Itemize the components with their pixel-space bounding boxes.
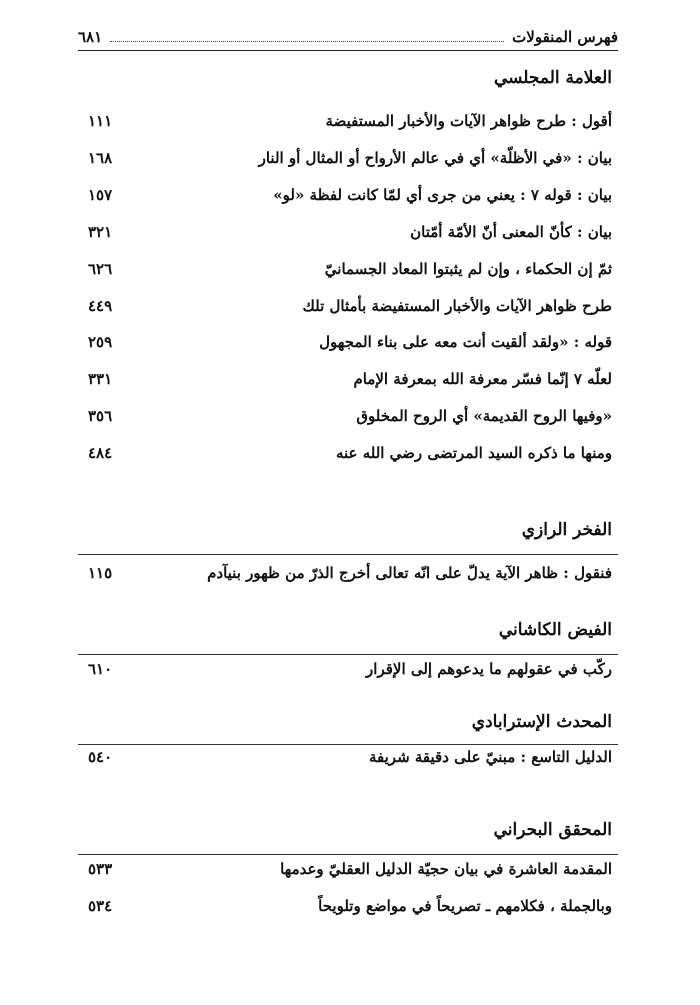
section-title: الفخر الرازي [521, 520, 612, 540]
index-entry [0, 660, 700, 696]
entry-text: لعلّه ٧ إنّما فسّر معرفة الله بمعرفة الإمام [353, 370, 612, 389]
entry-page-number: ٣٥٦ [88, 407, 113, 426]
entry-page-number: ٦٢٦ [88, 259, 113, 278]
entry-page-number: ٥٣٤ [88, 896, 113, 915]
entry-page-number: ٥٣٣ [88, 860, 113, 878]
section-divider [78, 854, 618, 855]
entry-page-number: ٥٤٠ [88, 748, 113, 766]
entry-page-number: ٤٤٩ [88, 296, 113, 315]
index-entry [0, 748, 700, 784]
index-entry [0, 260, 700, 296]
index-entry [0, 564, 700, 600]
index-entry [0, 297, 700, 333]
entry-text: قوله : «ولقد ألقيت أنت معه على بناء المجهول [319, 333, 612, 352]
entry-page-number: ٣٢١ [88, 222, 113, 241]
index-entry [0, 444, 700, 480]
header-dot-leader [110, 41, 504, 42]
index-entry [0, 407, 700, 443]
entry-text: بيان : «في الأظلّة» أي في عالم الأرواح أو المثال أو النار [258, 148, 612, 167]
entry-page-number: ٤٨٤ [88, 444, 113, 463]
entry-text: بيان : قوله ٧ : يعني من جرى أي لمّا كانت لفظة «لو» [273, 185, 612, 204]
entry-page-number: ٦١٠ [88, 660, 113, 678]
header-page-number: ٦٨١ [78, 28, 103, 46]
entry-page-number: ٣٣١ [88, 370, 113, 389]
index-entry [0, 897, 700, 933]
section-title: المحقق البحراني [493, 820, 612, 840]
section-divider [78, 744, 618, 745]
section-divider [78, 654, 618, 655]
entry-text: «وفيها الروح القديمة» أي الروح المخلوق [356, 407, 612, 426]
header-title: فهرس المنقولات [512, 28, 618, 46]
entry-text: المقدمة العاشرة في بيان حجيّة الدليل العقليّ وعدمها [280, 860, 612, 878]
section-title: العلامة المجلسي [493, 68, 612, 88]
entry-text: بيان : كأنّ المعنى أنّ الأمّة أمّتان [410, 222, 612, 241]
index-entry [0, 149, 700, 185]
running-header [78, 24, 618, 51]
entry-text: أقول : طرح ظواهر الآيات والأخبار المستفيضة [325, 112, 612, 130]
entry-page-number: ٢٥٩ [88, 333, 113, 352]
index-entry [0, 223, 700, 259]
index-entry [0, 333, 700, 369]
entry-text: ومنها ما ذكره السيد المرتضى رضي الله عنه [335, 444, 612, 463]
entry-page-number: ١١١ [88, 112, 113, 130]
entry-text: فنقول : ظاهر الآية يدلّ على انّه تعالى أخرج الذرّ من ظهور بنيآدم [207, 564, 612, 582]
entry-text: طرح ظواهر الآيات والأخبار المستفيضة بأمثال تلك [302, 296, 612, 315]
index-entry [0, 186, 700, 222]
section-divider [78, 554, 618, 555]
index-entry [0, 860, 700, 896]
entry-page-number: ١٦٨ [88, 148, 113, 167]
entry-page-number: ١٥٧ [88, 185, 113, 204]
entry-text: ركّب في عقولهم ما يدعوهم إلى الإقرار [366, 660, 612, 678]
section-title: المحدث الإسترابادي [471, 712, 612, 732]
entry-page-number: ١١٥ [88, 564, 113, 582]
entry-text: الدليل التاسع : مبنيّ على دقيقة شريفة [369, 748, 612, 766]
section-title: الفيض الكاشاني [498, 620, 612, 640]
entry-text: وبالجملة ، فكلامهم ـ تصريحاً في مواضع وتلويحاً [318, 896, 612, 915]
index-entry [0, 112, 700, 148]
entry-text: ثمّ إن الحكماء ، وإن لم يثبتوا المعاد الجسمانيّ [324, 259, 612, 278]
index-entry [0, 370, 700, 406]
